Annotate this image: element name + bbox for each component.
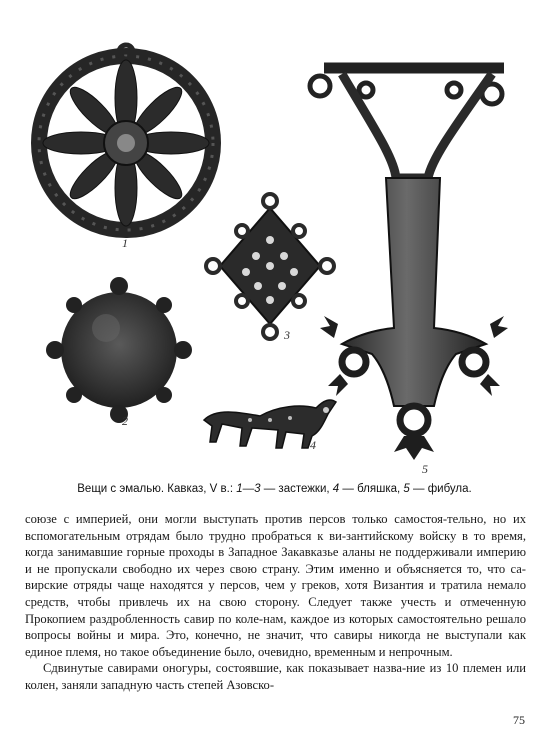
caption-text-1: — застежки, bbox=[260, 483, 333, 495]
caption-range-3: 5 bbox=[403, 483, 410, 495]
caption-range-1: 1—3 bbox=[236, 483, 261, 495]
caption-lead: Вещи с эмалью. Кавказ, V в.: bbox=[77, 483, 237, 495]
figure-label-4: 4 bbox=[310, 438, 316, 452]
caption-text-2: — бляшка, bbox=[339, 483, 404, 495]
paragraph-1: союзе с империей, они могли выступать против персов только самостоя-тельно, но их вспомогательным отрядам было трудно пробраться к ви-зантийскому войску в то время, когда занимавшие горные проходы в Западное Закавказье аланы не поддерживали империю и не пропускали свободно их через свою страну. Этим именно и объясняется то, что са-вирские отряды чаще находятся у персов, чем у греков, хотя Византия и тратила немало средств, чтобы привлечь их на свою сторону. Следует также учесть и отмеченную Прокопием раздробленность савир по коле-нам, каждое из которых самостоятельно решало вопросы войны и мира. Это, конечно, не значит, что савиры никогда не выступали как единое племя, но такое объединение было, очевидно, временным и непрочным. bbox=[25, 512, 526, 659]
figure-caption bbox=[0, 483, 549, 495]
figure-label-2: 2 bbox=[122, 414, 128, 428]
round-knobbed-clasp-artifact bbox=[46, 277, 192, 423]
lozenge-clasp-artifact bbox=[206, 194, 334, 339]
paragraph-2: Сдвинутые савирами оногуры, состоявшие, как показывает назва-ние из 10 племен или колен, заняли западную часть степей Азовско- bbox=[25, 661, 526, 692]
figure-label-5: 5 bbox=[422, 462, 428, 476]
figure-label-1: 1 bbox=[122, 236, 128, 250]
artifact-illustration bbox=[24, 28, 526, 476]
caption-text-3: — фибула. bbox=[409, 483, 472, 495]
page-number: 75 bbox=[513, 713, 525, 727]
body-text bbox=[25, 511, 526, 694]
wheel-clasp-artifact bbox=[39, 45, 213, 230]
fibula-artifact bbox=[310, 68, 508, 460]
artifact-plate bbox=[24, 28, 526, 476]
figure-label-3: 3 bbox=[284, 328, 290, 342]
animal-plaque-artifact bbox=[204, 400, 336, 448]
caption-range-2: 4 bbox=[332, 483, 340, 495]
